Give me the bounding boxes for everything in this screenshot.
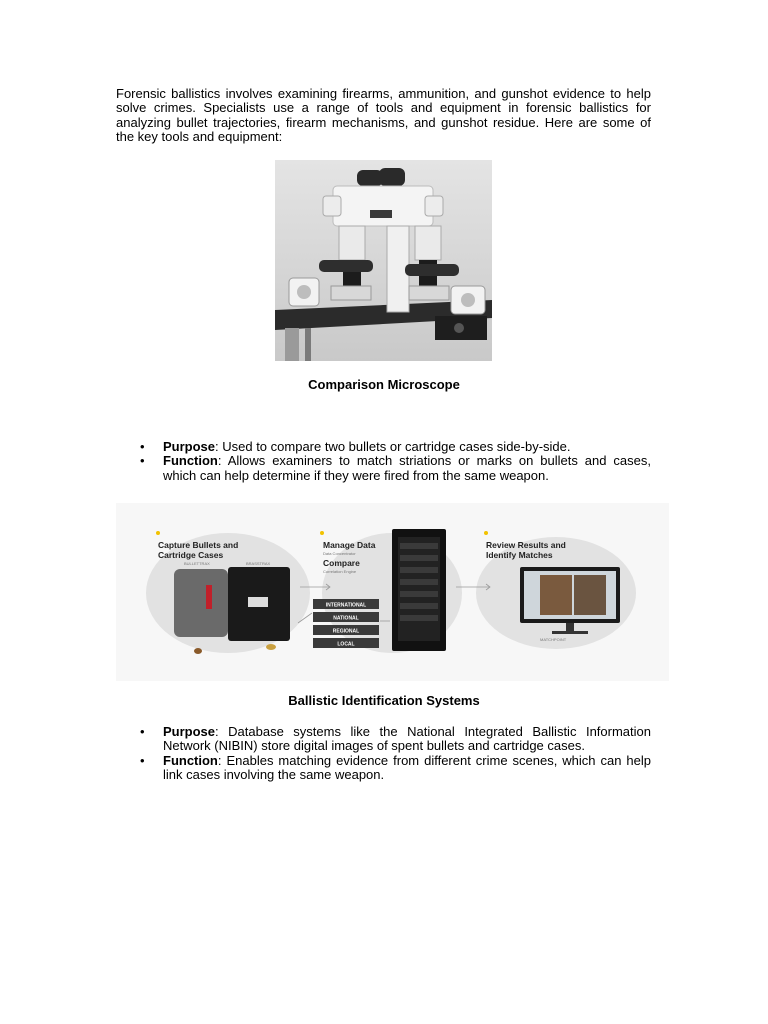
caption-ballistic-identification: Ballistic Identification Systems [288, 693, 480, 708]
diagram-step3-label: Review Results and Identify Matches [486, 540, 566, 560]
bullet-term: Purpose [163, 724, 216, 739]
diagram-step2-label: Manage Data [323, 540, 376, 550]
bullet-icon: • [140, 752, 145, 768]
bullet-text: : Allows examiners to match striations or marks on bullets and cases, which can help determine if they were fired from the same weapon. [163, 453, 651, 483]
list-item [116, 454, 651, 483]
diagram-compare-label: Compare [323, 558, 360, 568]
diagram-step3-sub: MATCHPOINT [540, 637, 567, 642]
bullet-term: Purpose [163, 439, 216, 454]
bullet-list-identification [116, 725, 651, 782]
list-item [116, 725, 651, 754]
bullet-text: : Used to compare two bullets or cartridge cases side-by-side. [215, 439, 571, 454]
diagram-level-label: INTERNATIONAL [325, 602, 367, 609]
bullet-term: Function [163, 453, 218, 469]
diagram-level-label: NATIONAL [333, 615, 359, 622]
bullet-icon: • [140, 453, 145, 469]
diagram-step1-sub-right: BRASSTRAX [246, 561, 271, 566]
bullet-icon: • [140, 439, 145, 454]
bullet-text: : Enables matching evidence from different crime scenes, which can help link cases involving the same weapon. [163, 752, 651, 782]
intro-paragraph: Forensic ballistics involves examining firearms, ammunition, and gunshot evidence to help solve crimes. Specialists use a range of tools and equipment in forensic ballistics for analyzing bullet trajectories, firearm mechanisms, and gunshot residue. Here are some of the key tools and equipment: [116, 86, 651, 144]
bullet-text: : Database systems like the National Integrated Ballistic Information Network (NIBIN) store digital images of spent bullets and cartridge cases. [163, 724, 651, 754]
diagram-step1-label: Capture Bullets and Cartridge Cases [158, 540, 239, 560]
diagram-compare-sub: Correlation Engine [323, 569, 357, 574]
diagram-level-label: REGIONAL [332, 628, 360, 635]
list-item [116, 440, 651, 454]
bullet-icon: • [140, 724, 145, 739]
list-item [116, 754, 651, 783]
bullet-term: Function [163, 752, 218, 768]
caption-comparison-microscope: Comparison Microscope [308, 377, 460, 392]
diagram-level-label: LOCAL [337, 641, 355, 648]
diagram-step1-sub-left: BULLETTRAX [184, 561, 210, 566]
comparison-microscope-image [275, 160, 492, 361]
bullet-list-microscope [116, 440, 651, 483]
diagram-step2-sub: Data Concentrator [323, 551, 356, 556]
ballistic-identification-diagram [116, 503, 669, 681]
